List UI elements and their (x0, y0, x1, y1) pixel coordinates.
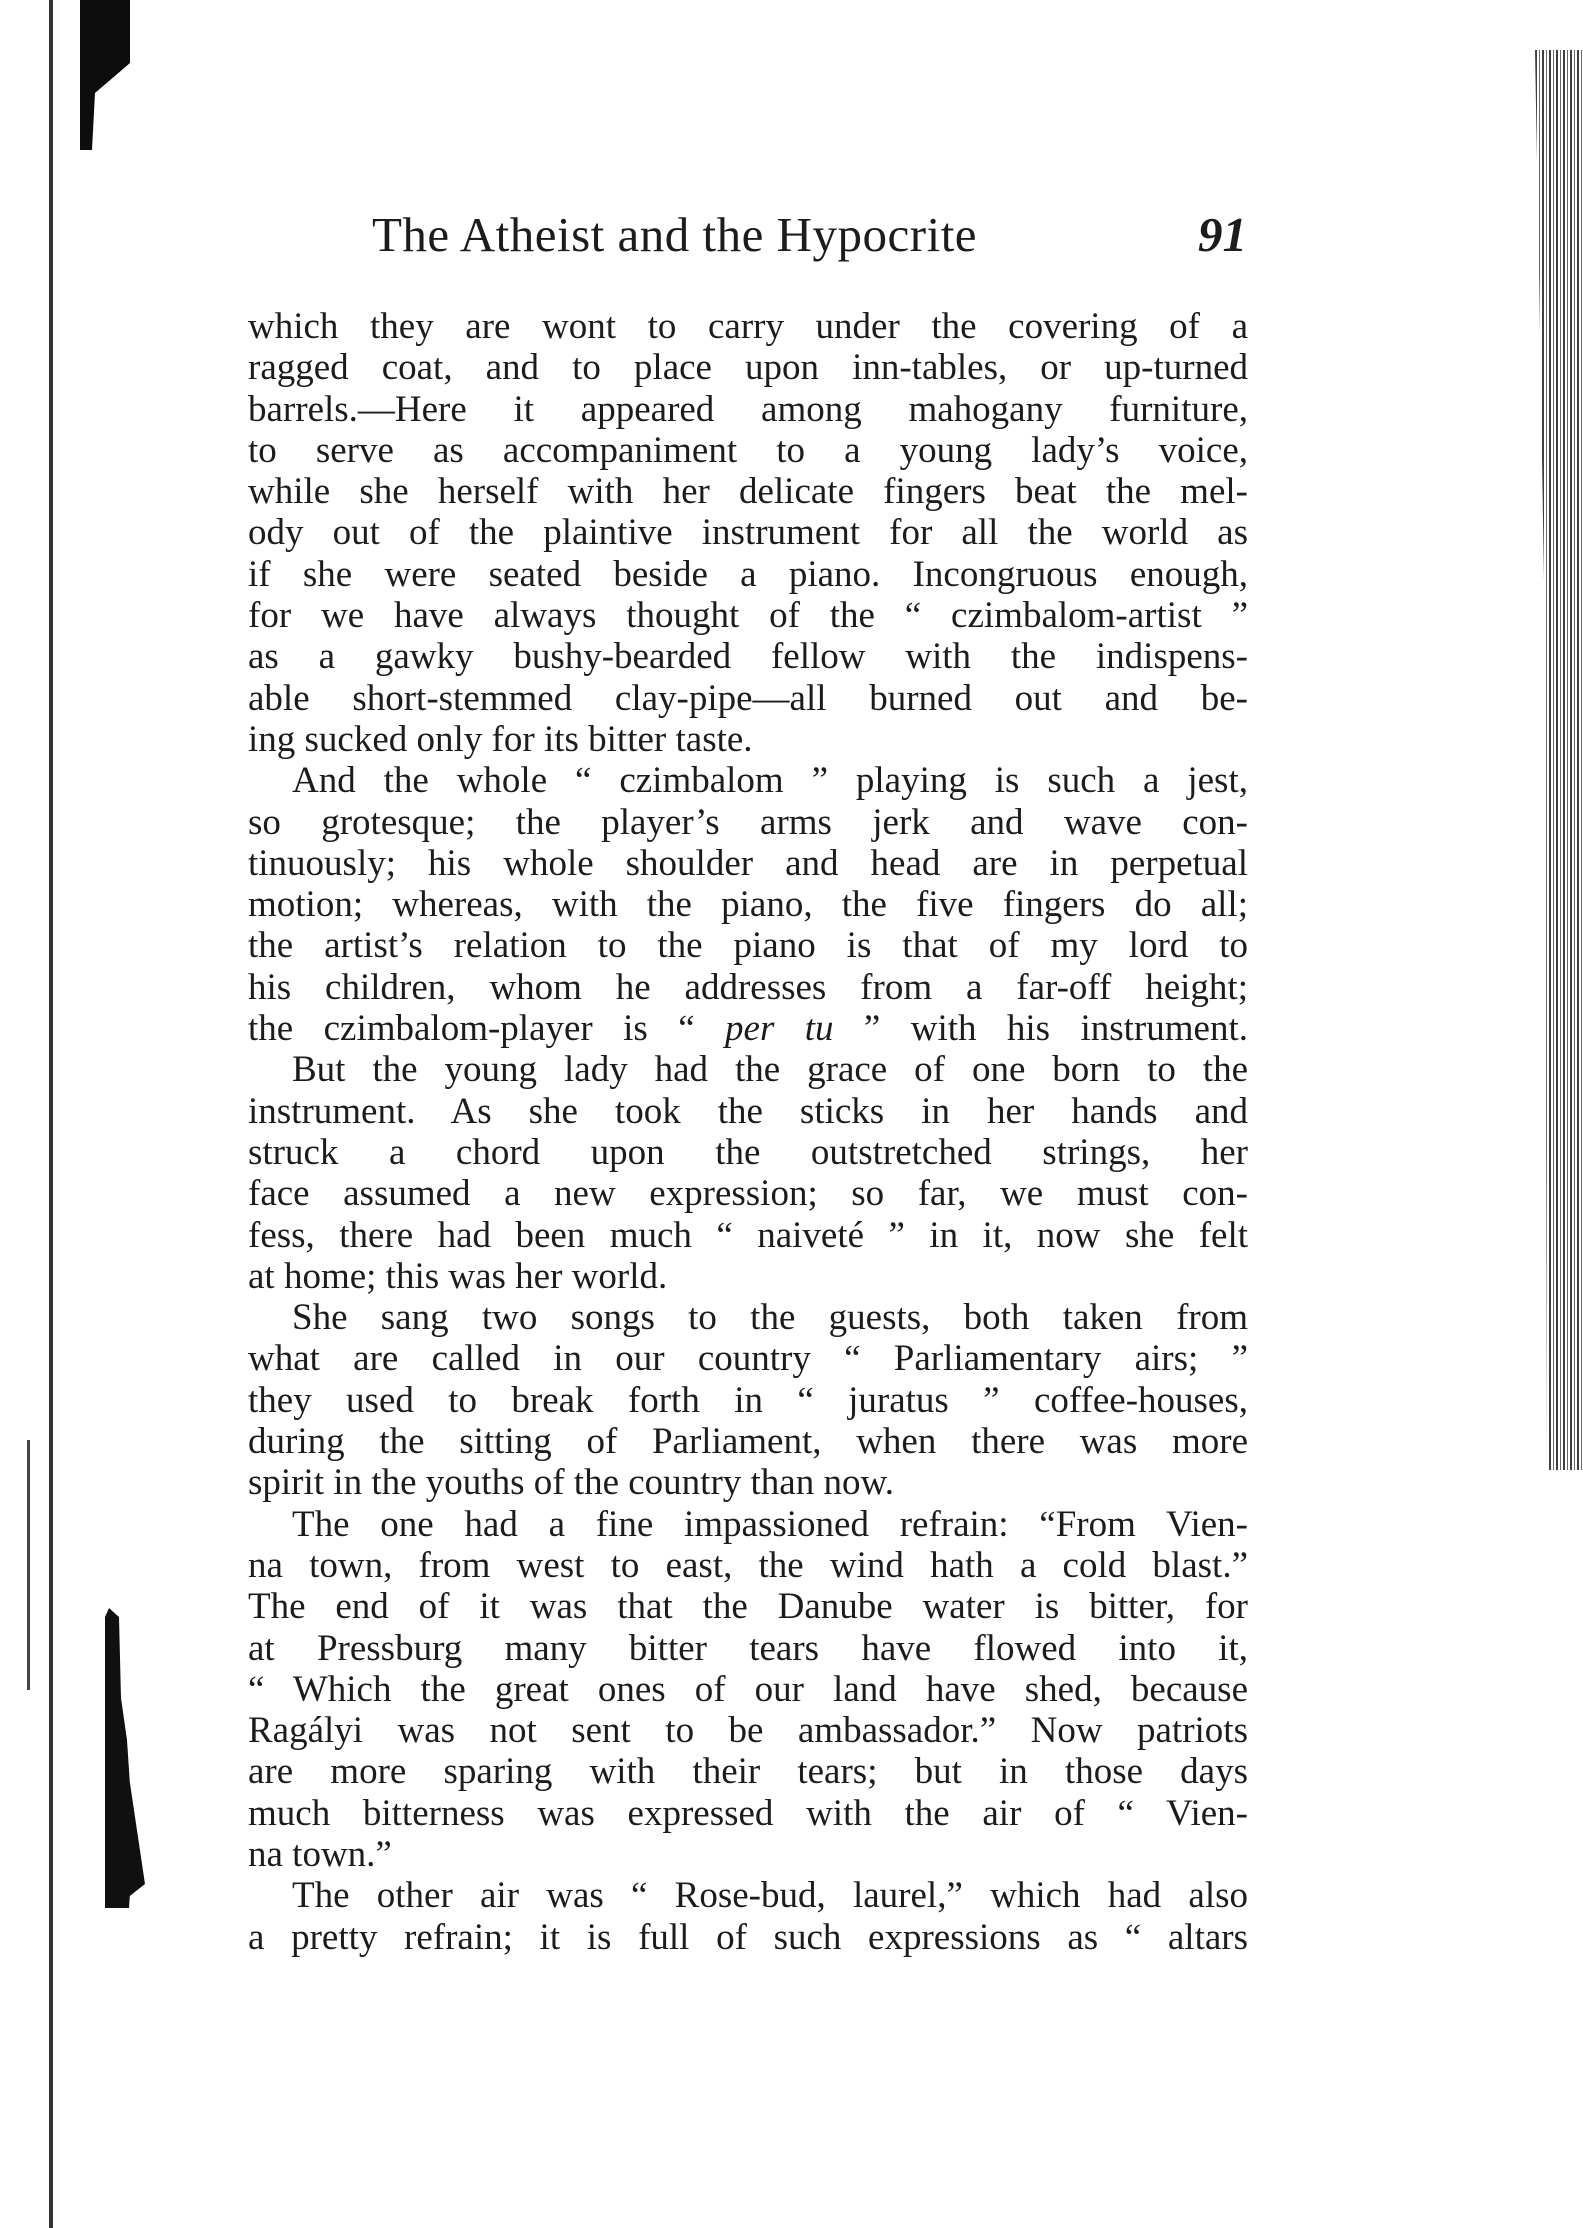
text-line: motion; whereas, with the piano, the five fingers do all; (248, 884, 1248, 926)
text-line: much bitterness was expressed with the air of “ Vien- (248, 1792, 1248, 1834)
text-line: face assumed a new expression; so far, we must con- (248, 1173, 1248, 1215)
text-line: But the young lady had the grace of one born to the (292, 1049, 1248, 1091)
text-line: his children, whom he addresses from a far-off height; (248, 966, 1248, 1008)
text-line: ody out of the plaintive instrument for all the world as (248, 512, 1248, 554)
page-number: 91 (1198, 207, 1247, 262)
text-line: Ragályi was not sent to be ambassador.” Now patriots (248, 1710, 1248, 1752)
text-line: ragged coat, and to place upon inn-tables, or up-turned (248, 347, 1248, 389)
text-line: while she herself with her delicate fingers beat the mel- (248, 471, 1248, 513)
text-line: The one had a fine impassioned refrain: “From Vien- (292, 1503, 1248, 1545)
text-line: they used to break forth in “ juratus ” coffee-houses, (248, 1379, 1248, 1421)
text-line: na town.” (248, 1833, 392, 1875)
text-line: able short-stemmed clay-pipe—all burned out and be- (248, 677, 1248, 719)
running-title: The Atheist and the Hypocrite (372, 207, 978, 262)
running-header (372, 200, 1247, 270)
scan-page-edges (1535, 50, 1583, 1470)
scan-edge-line (49, 0, 53, 2228)
text-line: na town, from west to east, the wind hath a cold blast.” (248, 1544, 1248, 1586)
body-text (248, 306, 1248, 1958)
text-line: if she were seated beside a piano. Incongruous enough, (248, 553, 1248, 595)
text-line: which they are wont to carry under the covering of a (248, 306, 1248, 347)
text-line: And the whole “ czimbalom ” playing is such a jest, (292, 760, 1248, 802)
text-line: what are called in our country “ Parliamentary airs; ” (248, 1338, 1248, 1380)
text-line: She sang two songs to the guests, both taken from (292, 1297, 1248, 1339)
text-line: a pretty refrain; it is full of such expressions as “ altars (248, 1916, 1248, 1958)
text-line: during the sitting of Parliament, when there was more (248, 1421, 1248, 1463)
text-line: the artist’s relation to the piano is that of my lord to (248, 925, 1248, 967)
text-line: are more sparing with their tears; but in those days (248, 1751, 1248, 1793)
text-line: for we have always thought of the “ czimbalom-artist ” (248, 595, 1248, 637)
text-line: tinuously; his whole shoulder and head are in perpetual (248, 842, 1248, 884)
text-line: The end of it was that the Danube water is bitter, for (248, 1586, 1248, 1628)
scan-edge-mark (27, 1440, 30, 1690)
text-line: The other air was “ Rose-bud, laurel,” which had also (292, 1875, 1248, 1917)
text-line: to serve as accompaniment to a young lady’s voice, (248, 429, 1248, 471)
text-line: at Pressburg many bitter tears have flowed into it, (248, 1627, 1248, 1669)
text-line: at home; this was her world. (248, 1255, 668, 1297)
scan-binding-shadow-bottom (105, 1608, 145, 1908)
text-line: ing sucked only for its bitter taste. (248, 718, 753, 760)
text-line: “ Which the great ones of our land have shed, because (248, 1668, 1248, 1710)
text-line: as a gawky bushy-bearded fellow with the indispens- (248, 636, 1248, 678)
text-line: the czimbalom-player is “ per tu ” with his instrument. (248, 1008, 1248, 1050)
text-line: spirit in the youths of the country than now. (248, 1462, 895, 1504)
text-line: instrument. As she took the sticks in her hands and (248, 1090, 1248, 1132)
text-line: struck a chord upon the outstretched strings, her (248, 1131, 1248, 1173)
text-line: so grotesque; the player’s arms jerk and wave con- (248, 801, 1248, 843)
scan-binding-shadow-top (80, 0, 130, 150)
text-line: barrels.—Here it appeared among mahogany furniture, (248, 388, 1248, 430)
text-line: fess, there had been much “ naiveté ” in it, now she felt (248, 1214, 1248, 1256)
